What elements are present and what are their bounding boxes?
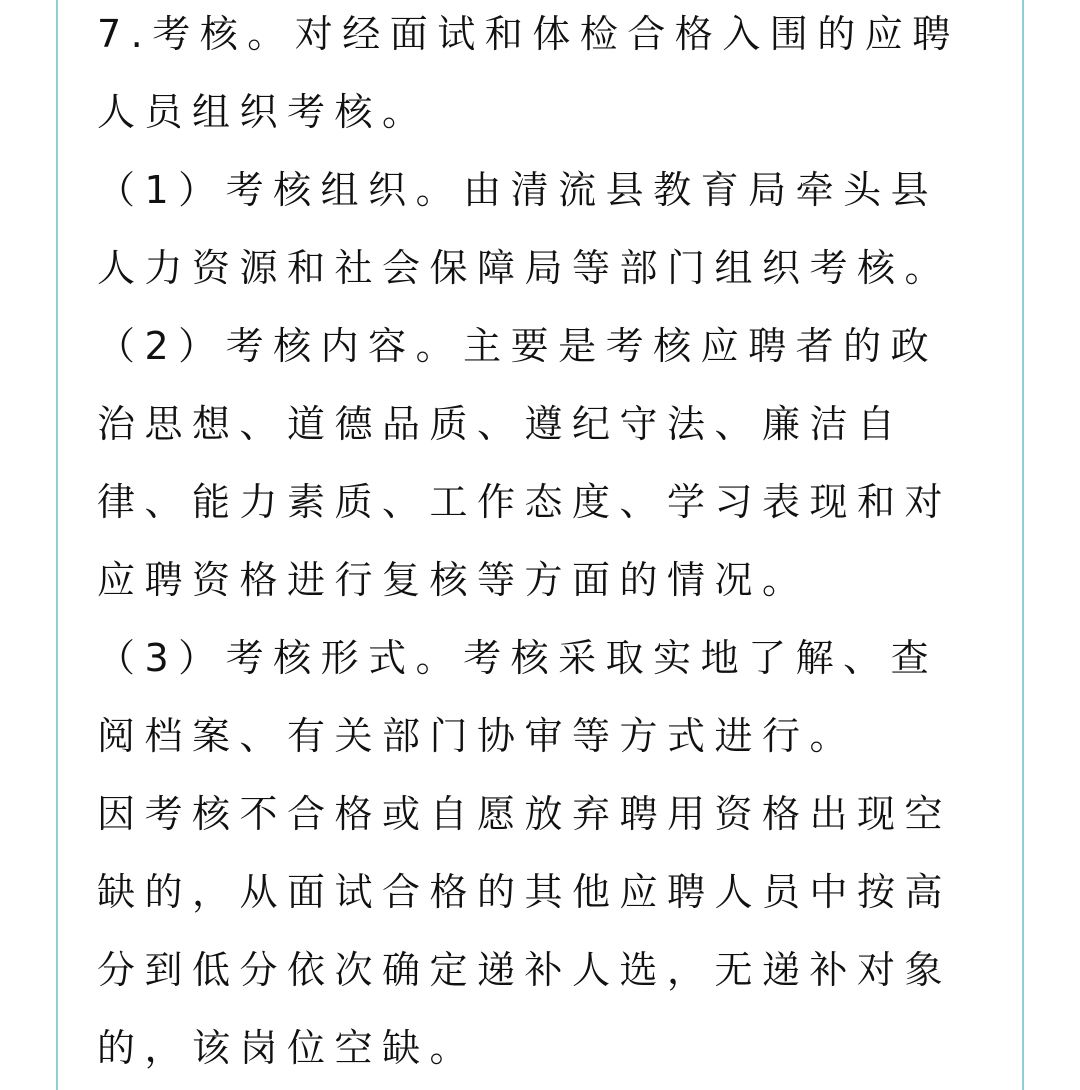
paragraph-assessment-organization: （1）考核组织。由清流县教育局牵头县人力资源和社会保障局等部门组织考核。 [97, 168, 953, 290]
paragraph-assessment-content: （2）考核内容。主要是考核应聘者的政治思想、道德品质、遵纪守法、廉洁自律、能力素质、工作态度、学习表现和对应聘资格进行复核等方面的情况。 [97, 324, 953, 602]
paragraph-assessment-form: （3）考核形式。考核采取实地了解、查阅档案、有关部门协审等方式进行。 [97, 636, 939, 758]
paragraph-vacancy-replacement: 因考核不合格或自愿放弃聘用资格出现空缺的，从面试合格的其他应聘人员中按高分到低分依次确定递补人选，无递补对象的，该岗位空缺。 [97, 792, 953, 1070]
paragraph-assessment: 7.考核。对经面试和体检合格入围的应聘人员组织考核。 [97, 12, 960, 134]
document-body [97, 0, 983, 1087]
